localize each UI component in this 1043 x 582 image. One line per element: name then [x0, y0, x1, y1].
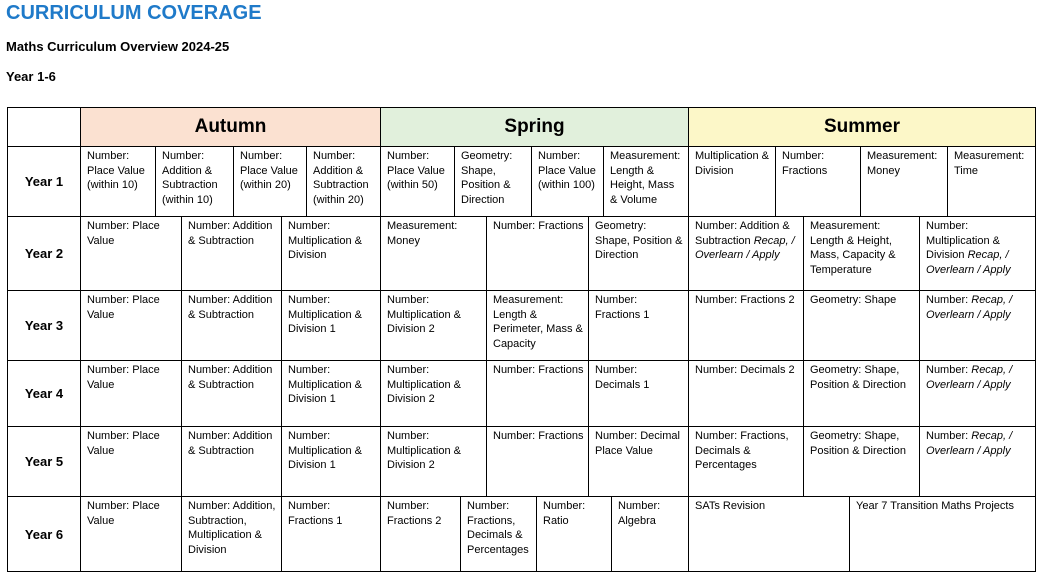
row-label: Year 4: [7, 360, 81, 427]
topic-text: Number: Fractions 2: [695, 294, 795, 306]
topic-text: Number: Addition & Subtraction: [188, 364, 273, 391]
topic-cell: [947, 146, 1036, 217]
topic-cell: [611, 496, 689, 572]
topic-text: Number: Fractions: [493, 364, 584, 376]
topic-text: Geometry: Shape, Position & Direction: [810, 364, 906, 391]
topic-text: Number: Fractions, Decimals & Percentages: [467, 500, 529, 556]
topic-cell: [919, 426, 1036, 497]
topic-text: Geometry: Shape, Position & Direction: [595, 220, 683, 262]
topic-text: Geometry: Shape, Position & Direction: [461, 150, 513, 206]
topic-text: Measurement: Money: [867, 150, 938, 177]
season-header-spring: Spring: [380, 107, 689, 147]
topic-text: Number: Decimals 2: [695, 364, 795, 376]
topic-text: Measurement: Length & Height, Mass, Capacity & Temperature: [810, 220, 896, 276]
topic-text: Number: Multiplication & Division 2: [387, 294, 461, 336]
topic-cell: [919, 216, 1036, 291]
topic-text: Number:: [926, 430, 969, 442]
row-label: Year 3: [7, 290, 81, 361]
topic-note: Recap, / Overlearn / Apply: [926, 364, 1013, 391]
topic-cell: [80, 496, 182, 572]
topic-cell: [454, 146, 532, 217]
topic-note: Recap, / Overlearn / Apply: [926, 249, 1011, 276]
topic-text: Number: Fractions: [782, 150, 828, 177]
topic-text: Number: Fractions 1: [288, 500, 343, 527]
topic-text: Geometry: Shape: [810, 294, 897, 306]
page-subtitle: Maths Curriculum Overview 2024-25: [6, 39, 230, 54]
topic-cell: [380, 360, 487, 427]
topic-text: Number: Addition & Subtraction: [188, 294, 273, 321]
topic-cell: [688, 146, 776, 217]
topic-text: Measurement: Length & Perimeter, Mass & Capacity: [493, 294, 583, 350]
topic-cell: [281, 290, 381, 361]
topic-cell: [803, 426, 920, 497]
topic-text: Measurement: Money: [387, 220, 458, 247]
topic-cell: [803, 216, 920, 291]
topic-text: Number: Place Value: [87, 220, 160, 247]
topic-cell: [919, 290, 1036, 361]
topic-cell: [486, 360, 589, 427]
topic-cell: [688, 496, 850, 572]
topic-cell: [849, 496, 1036, 572]
topic-cell: [603, 146, 689, 217]
topic-text: Number: Fractions: [493, 430, 584, 442]
topic-text: Geometry: Shape, Position & Direction: [810, 430, 906, 457]
topic-text: Number: Place Value (within 20): [240, 150, 298, 192]
topic-text: Number: Place Value: [87, 364, 160, 391]
topic-cell: [181, 290, 282, 361]
topic-cell: [233, 146, 307, 217]
topic-text: Number:: [926, 294, 969, 306]
topic-text: Number: Place Value: [87, 430, 160, 457]
topic-text: Number: Place Value: [87, 500, 160, 527]
topic-cell: [181, 496, 282, 572]
topic-cell: [80, 360, 182, 427]
topic-text: Number: Multiplication & Division 2: [387, 430, 461, 472]
topic-text: Measurement: Length & Height, Mass & Volume: [610, 150, 681, 206]
topic-cell: [688, 426, 804, 497]
topic-text: Number: Addition, Subtraction, Multiplication & Division: [188, 500, 276, 556]
topic-cell: [380, 216, 487, 291]
season-header-autumn: Autumn: [80, 107, 381, 147]
topic-cell: [181, 426, 282, 497]
topic-cell: [380, 146, 455, 217]
topic-cell: [281, 426, 381, 497]
topic-cell: [181, 360, 282, 427]
topic-text: Number: Fractions 2: [387, 500, 442, 527]
row-label: Year 6: [7, 496, 81, 572]
topic-cell: [803, 290, 920, 361]
topic-text: Number: Place Value (within 50): [387, 150, 445, 192]
topic-cell: [181, 216, 282, 291]
topic-cell: [486, 426, 589, 497]
topic-text: Number: Addition & Subtraction: [695, 220, 790, 247]
topic-cell: [775, 146, 861, 217]
topic-cell: [155, 146, 234, 217]
topic-cell: [803, 360, 920, 427]
topic-text: Number: Algebra: [618, 500, 661, 527]
topic-text: Number: Addition & Subtraction (within 10): [162, 150, 218, 206]
topic-text: Number: Multiplication & Division 1: [288, 430, 362, 472]
topic-cell: [688, 216, 804, 291]
topic-cell: [588, 216, 689, 291]
topic-cell: [688, 290, 804, 361]
topic-cell: [919, 360, 1036, 427]
topic-text: Number: Addition & Subtraction (within 20): [313, 150, 369, 206]
topic-text: Number: Decimals 1: [595, 364, 650, 391]
topic-cell: [281, 496, 381, 572]
year-range: Year 1-6: [6, 69, 56, 84]
topic-text: Number: Multiplication & Division: [288, 220, 362, 262]
topic-cell: [688, 360, 804, 427]
topic-cell: [460, 496, 537, 572]
topic-text: Multiplication & Division: [695, 150, 769, 177]
table-corner-cell: [7, 107, 81, 147]
topic-cell: [531, 146, 604, 217]
topic-text: Number: Multiplication & Division 1: [288, 294, 362, 336]
topic-cell: [536, 496, 612, 572]
topic-note: Recap, / Overlearn / Apply: [926, 430, 1013, 457]
topic-text: Number: Place Value (within 10): [87, 150, 145, 192]
topic-text: Number: Addition & Subtraction: [188, 430, 273, 457]
row-label: Year 1: [7, 146, 81, 217]
topic-cell: [80, 216, 182, 291]
topic-text: Year 7 Transition Maths Projects: [856, 500, 1014, 512]
topic-text: Number: Place Value: [87, 294, 160, 321]
topic-cell: [281, 216, 381, 291]
topic-text: Number: Multiplication & Division 1: [288, 364, 362, 406]
topic-text: SATs Revision: [695, 500, 766, 512]
topic-cell: [80, 290, 182, 361]
topic-text: Number:: [926, 364, 969, 376]
topic-text: Number: Fractions: [493, 220, 584, 232]
row-label: Year 5: [7, 426, 81, 497]
page-title: CURRICULUM COVERAGE: [6, 2, 262, 24]
topic-text: Number: Decimal Place Value: [595, 430, 680, 457]
topic-text: Number: Multiplication & Division: [926, 220, 1000, 262]
topic-text: Number: Fractions, Decimals & Percentages: [695, 430, 789, 472]
topic-cell: [588, 426, 689, 497]
topic-text: Number: Multiplication & Division 2: [387, 364, 461, 406]
topic-cell: [80, 146, 156, 217]
topic-cell: [380, 496, 461, 572]
topic-cell: [588, 290, 689, 361]
topic-text: Number: Fractions 1: [595, 294, 650, 321]
season-header-summer: Summer: [688, 107, 1036, 147]
topic-cell: [588, 360, 689, 427]
topic-cell: [486, 216, 589, 291]
topic-note: Recap, / Overlearn / Apply: [926, 294, 1013, 321]
topic-cell: [380, 426, 487, 497]
topic-cell: [380, 290, 487, 361]
topic-cell: [80, 426, 182, 497]
topic-text: Measurement: Time: [954, 150, 1025, 177]
topic-text: Number: Addition & Subtraction: [188, 220, 273, 247]
topic-note: Recap, / Overlearn / Apply: [695, 234, 795, 262]
topic-cell: [486, 290, 589, 361]
topic-cell: [281, 360, 381, 427]
topic-cell: [860, 146, 948, 217]
topic-text: Number: Place Value (within 100): [538, 150, 596, 192]
topic-cell: [306, 146, 381, 217]
topic-text: Number: Ratio: [543, 500, 586, 527]
row-label: Year 2: [7, 216, 81, 291]
